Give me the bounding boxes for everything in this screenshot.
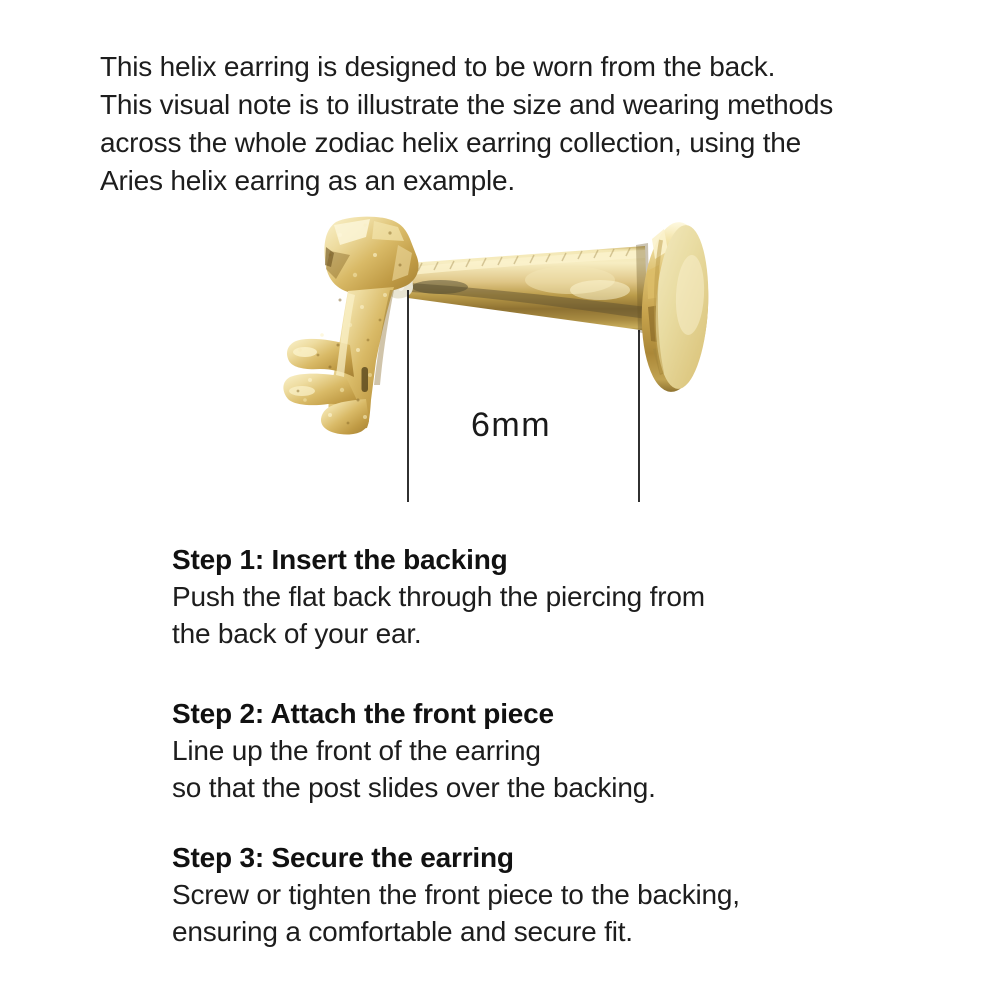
intro-line: This helix earring is designed to be worn from the back.	[100, 51, 776, 82]
step-body-line: Push the flat back through the piercing from	[172, 581, 705, 612]
dimension-label: 6mm	[470, 406, 552, 444]
earring-figure	[270, 195, 770, 525]
earring-photo	[270, 195, 770, 525]
step-3	[172, 839, 740, 950]
intro-line: Aries helix earring as an example.	[100, 165, 515, 196]
step-body-line: Line up the front of the earring	[172, 735, 541, 766]
step-1	[172, 541, 705, 652]
step-2	[172, 695, 656, 806]
flat-back-disc	[638, 220, 713, 393]
step-body-line: ensuring a comfortable and secure fit.	[172, 916, 633, 947]
step-heading: Step 2: Attach the front piece	[172, 698, 554, 729]
intro-line: across the whole zodiac helix earring collection, using the	[100, 127, 802, 158]
earring-post	[408, 243, 650, 335]
step-heading: Step 1: Insert the backing	[172, 544, 508, 575]
step-body-line: so that the post slides over the backing.	[172, 772, 656, 803]
intro-line: This visual note is to illustrate the size and wearing methods	[100, 89, 834, 120]
step-heading: Step 3: Secure the earring	[172, 842, 514, 873]
aries-charm	[283, 217, 418, 435]
step-body-line: Screw or tighten the front piece to the backing,	[172, 879, 740, 910]
intro-paragraph	[100, 48, 833, 200]
step-body-line: the back of your ear.	[172, 618, 422, 649]
